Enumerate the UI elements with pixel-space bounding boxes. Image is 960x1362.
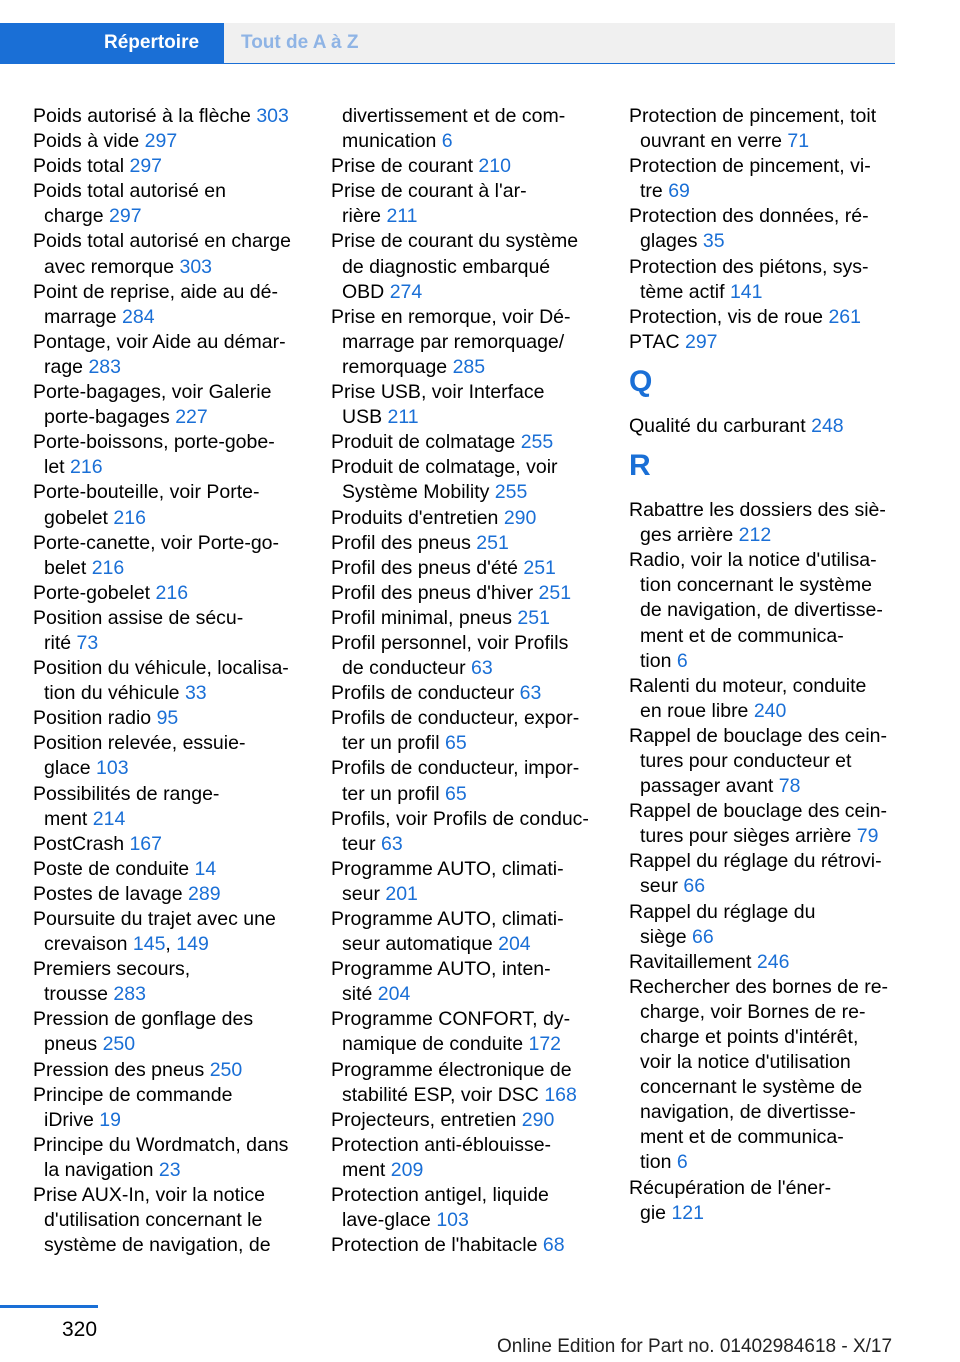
page-reference-link[interactable]: 251 xyxy=(523,556,556,579)
entry-text: Principe de commande xyxy=(33,1083,233,1106)
page-reference-link[interactable]: 211 xyxy=(386,205,418,228)
page-reference-link[interactable]: 209 xyxy=(390,1158,424,1181)
index-entry xyxy=(33,104,308,129)
entry-text: Programme AUTO, climati- xyxy=(331,857,564,880)
entry-text: Premiers secours, xyxy=(33,958,191,981)
page-reference-link[interactable]: 211 xyxy=(387,406,419,429)
page-reference-link[interactable]: 6 xyxy=(441,130,453,153)
page-reference-link[interactable]: 250 xyxy=(209,1058,243,1081)
page-reference-link[interactable]: 255 xyxy=(520,431,554,454)
page-reference-link[interactable]: 251 xyxy=(517,606,550,629)
page-reference-link[interactable]: 68 xyxy=(542,1234,565,1257)
page-number: 320 xyxy=(62,1318,98,1341)
page-reference-link[interactable]: 79 xyxy=(856,825,879,848)
entry-text: Porte-gobelet xyxy=(33,581,156,604)
entry-text: seur automatique xyxy=(342,933,499,956)
index-entry xyxy=(629,414,904,439)
page-reference-link[interactable]: 167 xyxy=(129,832,162,855)
page-reference-link[interactable]: 6 xyxy=(676,649,688,672)
index-entry xyxy=(331,1133,606,1183)
entry-text: Système Mobility xyxy=(342,481,495,504)
entry-text: gobelet xyxy=(44,506,114,529)
entry-text: PTAC xyxy=(629,330,685,353)
entry-text: Récupération de l'éner- xyxy=(629,1176,832,1199)
entry-text: Prise en remorque, voir Dé- xyxy=(331,305,571,328)
entry-text: stabilité ESP, voir DSC xyxy=(342,1083,545,1106)
index-entry xyxy=(331,606,606,631)
entry-text: rité xyxy=(44,631,77,654)
page-reference-link[interactable]: 210 xyxy=(478,155,511,178)
page-reference-link[interactable]: 65 xyxy=(444,782,467,805)
index-entry xyxy=(33,656,308,706)
page-reference-link[interactable]: 297 xyxy=(129,155,163,178)
index-entry xyxy=(629,799,904,849)
index-entry xyxy=(331,631,606,681)
entry-text: Profil des pneus d'hiver xyxy=(331,581,539,604)
entry-text: Poids total autorisé en charge xyxy=(33,230,291,253)
index-entry xyxy=(629,548,904,673)
entry-text: sité xyxy=(342,983,378,1006)
entry-text: ges arrière xyxy=(640,524,739,547)
entry-text: Position du véhicule, localisa- xyxy=(33,657,289,680)
entry-text: de diagnostic embarqué xyxy=(342,255,551,278)
entry-text: Protection des piétons, sys- xyxy=(629,255,869,278)
entry-text: charge et points d'intérêt, xyxy=(640,1026,859,1048)
page-reference-link[interactable]: 66 xyxy=(683,875,706,898)
entry-text: en roue libre xyxy=(640,699,754,722)
entry-text: tion concernant le système xyxy=(640,574,872,597)
index-entry xyxy=(629,1176,904,1226)
entry-text: concernant le système de xyxy=(640,1076,863,1099)
entry-text: siège xyxy=(640,925,693,948)
entry-text: seur xyxy=(640,875,684,898)
index-entry xyxy=(33,1133,308,1183)
page-reference-link[interactable]: 297 xyxy=(684,330,718,353)
entry-text: Prise de courant xyxy=(331,155,479,178)
index-entry xyxy=(33,957,308,1007)
page-reference-link[interactable]: 290 xyxy=(503,506,537,529)
entry-text: Qualité du carburant xyxy=(629,414,812,437)
page-reference-link[interactable]: 33 xyxy=(184,682,207,705)
page-reference-link[interactable]: 201 xyxy=(385,882,418,905)
page-reference-link[interactable]: 216 xyxy=(113,506,146,529)
page-reference-link[interactable]: 297 xyxy=(109,205,142,228)
page-reference-link[interactable]: 283 xyxy=(113,983,146,1006)
page-reference-link[interactable]: 290 xyxy=(521,1108,555,1131)
entry-text: Poids à vide xyxy=(33,130,145,153)
page-reference-link[interactable]: 71 xyxy=(787,130,810,153)
index-entry xyxy=(629,900,904,950)
page-reference-link[interactable]: 66 xyxy=(692,925,714,948)
index-entry xyxy=(331,907,606,957)
page-reference-link[interactable]: 227 xyxy=(175,406,208,429)
page-reference-link[interactable]: 303 xyxy=(179,255,213,278)
page-reference-link[interactable]: 141 xyxy=(729,280,763,303)
entry-text: ment xyxy=(44,807,93,830)
entry-text: Poursuite du trajet avec une xyxy=(33,908,276,930)
entry-text: PostCrash xyxy=(33,832,130,855)
entry-text: Protection de pincement, vi- xyxy=(629,155,871,178)
page-reference-link[interactable]: 274 xyxy=(389,280,423,303)
index-entry xyxy=(33,129,308,154)
entry-text: Programme AUTO, climati- xyxy=(331,908,564,930)
tab-repertoire[interactable]: Répertoire xyxy=(0,23,224,63)
entry-text: Protection de l'habitacle xyxy=(331,1234,543,1257)
page-reference-link[interactable]: 248 xyxy=(811,414,844,437)
entry-text: la navigation xyxy=(44,1158,159,1181)
page-reference-link[interactable]: 19 xyxy=(99,1108,121,1131)
index-entry xyxy=(33,1007,308,1057)
entry-text: Prise de courant à l'ar- xyxy=(331,180,527,203)
page-reference-link[interactable]: 73 xyxy=(76,631,99,654)
entry-text: rage xyxy=(44,355,89,378)
entry-text: tre xyxy=(640,180,669,203)
index-entry xyxy=(33,480,308,530)
index-entry xyxy=(629,674,904,724)
entry-text: Profils de conducteur, expor- xyxy=(331,707,580,730)
entry-text: Protection de pincement, toit xyxy=(629,105,877,127)
index-letter-heading: R xyxy=(629,449,651,483)
index-entry xyxy=(33,280,308,330)
entry-text: Rechercher des bornes de re- xyxy=(629,975,889,998)
page-reference-link[interactable]: 297 xyxy=(144,130,178,153)
entry-text: pneus xyxy=(44,1033,103,1056)
page-reference-link[interactable]: 216 xyxy=(70,456,103,479)
page-reference-link[interactable]: 204 xyxy=(498,933,531,956)
entry-text: munication xyxy=(342,130,442,153)
index-entry xyxy=(33,882,308,907)
entry-text: Rappel du réglage du xyxy=(629,900,816,923)
index-entry xyxy=(331,531,606,556)
index-entry xyxy=(33,1058,308,1083)
entry-text: Position radio xyxy=(33,707,157,730)
page-reference-link[interactable]: 65 xyxy=(444,732,467,755)
page-reference-link[interactable]: 214 xyxy=(92,807,126,830)
entry-text: OBD xyxy=(342,280,390,303)
entry-text: USB xyxy=(342,406,388,429)
entry-text: seur xyxy=(342,882,386,905)
entry-text: d'utilisation concernant le xyxy=(44,1209,263,1232)
entry-text: navigation, de divertisse- xyxy=(640,1101,856,1124)
index-entry xyxy=(331,807,606,857)
page-reference-link[interactable]: 284 xyxy=(122,305,155,328)
index-entry xyxy=(33,1083,308,1133)
entry-text: Profil des pneus xyxy=(331,531,477,554)
index-entry xyxy=(331,581,606,606)
entry-text: marrage xyxy=(44,305,123,328)
page-reference-link[interactable]: 145 xyxy=(132,933,166,956)
entry-text: Produit de colmatage, voir xyxy=(331,456,558,479)
page-reference-link[interactable]: 103 xyxy=(96,757,129,780)
entry-text: Protection, vis de roue xyxy=(629,305,829,328)
index-entry xyxy=(33,430,308,480)
page-number-rule xyxy=(0,1305,98,1308)
entry-text: passager avant xyxy=(640,775,779,798)
page-reference-link[interactable]: 95 xyxy=(156,707,179,730)
entry-text: Rabattre les dossiers des siè- xyxy=(629,499,886,522)
entry-text: tème actif xyxy=(640,280,730,303)
entry-text: voir la notice d'utilisation xyxy=(640,1051,851,1074)
page-reference-link[interactable]: 168 xyxy=(544,1083,577,1106)
page-reference-link[interactable]: 261 xyxy=(828,305,861,328)
entry-text: Possibilités de range- xyxy=(33,782,220,805)
entry-text: marrage par remorquage/ xyxy=(342,330,565,353)
entry-text: Rappel du réglage du rétrovi- xyxy=(629,850,882,873)
entry-text: ment et de communica- xyxy=(640,1126,844,1149)
index-entry xyxy=(331,556,606,581)
index-entry xyxy=(331,1058,606,1108)
page-reference-link[interactable]: 240 xyxy=(753,699,787,722)
page-reference-link[interactable]: 250 xyxy=(102,1033,136,1056)
entry-text: Profil minimal, pneus xyxy=(331,606,518,629)
index-entry xyxy=(331,1233,606,1258)
entry-text: belet xyxy=(44,556,92,579)
entry-text: Produits d'entretien xyxy=(331,506,504,529)
index-entry xyxy=(629,305,904,330)
entry-text: ter un profil xyxy=(342,732,445,755)
index-entry xyxy=(331,104,606,154)
entry-text: glace xyxy=(44,757,97,780)
index-entry xyxy=(331,681,606,706)
entry-text: teur xyxy=(342,832,382,855)
entry-text: de conducteur xyxy=(342,657,472,680)
index-entry xyxy=(33,330,308,380)
index-entry xyxy=(629,498,904,548)
entry-text: Programme CONFORT, dy- xyxy=(331,1008,571,1031)
entry-text: Ralenti du moteur, conduite xyxy=(629,674,867,697)
entry-text: ment xyxy=(342,1158,391,1181)
index-entry xyxy=(629,724,904,799)
page-reference-link[interactable]: 216 xyxy=(155,581,189,604)
entry-text: Programme AUTO, inten- xyxy=(331,958,551,981)
page-reference-link[interactable]: 63 xyxy=(471,657,493,680)
index-entry: Poursuite du trajet avec une crevaison 145, 149 xyxy=(33,908,276,956)
index-entry xyxy=(331,706,606,756)
entry-text: Produit de colmatage xyxy=(331,431,521,454)
index-column-3 xyxy=(629,104,904,1226)
index-entry xyxy=(331,179,606,229)
index-entry xyxy=(629,849,904,899)
page-reference-link[interactable]: 212 xyxy=(738,524,772,547)
index-letter-heading: Q xyxy=(629,364,653,398)
entry-text: tion xyxy=(640,649,677,672)
entry-text: ment et de communica- xyxy=(640,624,844,647)
page-reference-link[interactable]: 251 xyxy=(538,581,572,604)
page-reference-link[interactable]: 246 xyxy=(756,950,790,973)
index-entry xyxy=(33,857,308,882)
index-entry xyxy=(629,204,904,254)
page-reference-link[interactable]: 63 xyxy=(519,682,542,705)
entry-text: crevaison xyxy=(44,933,133,956)
index-entry xyxy=(33,229,308,279)
entry-text: Radio, voir la notice d'utilisa- xyxy=(629,549,877,572)
entry-text: Poids total xyxy=(33,155,130,178)
page-reference-link[interactable]: 23 xyxy=(158,1158,181,1181)
page-reference-link[interactable]: 204 xyxy=(377,983,411,1006)
index-entry xyxy=(331,1007,606,1057)
entry-text: let xyxy=(44,456,71,479)
entry-text: charge xyxy=(44,205,110,228)
page-reference-link[interactable]: 255 xyxy=(494,481,528,504)
index-entry xyxy=(331,455,606,505)
index-entry xyxy=(33,154,308,179)
entry-text: Point de reprise, aide au dé- xyxy=(33,280,278,303)
index-entry xyxy=(331,506,606,531)
entry-text: Profils, voir Profils de conduc- xyxy=(331,807,589,830)
entry-text: Pontage, voir Aide au démar- xyxy=(33,330,286,353)
index-entry xyxy=(331,305,606,380)
index-entry xyxy=(331,756,606,806)
page-reference-link[interactable]: 103 xyxy=(436,1209,469,1232)
entry-text: trousse xyxy=(44,983,114,1006)
page-reference-link[interactable]: 6 xyxy=(676,1151,688,1174)
page-reference-link[interactable]: 285 xyxy=(452,355,486,378)
entry-text: Principe du Wordmatch, dans xyxy=(33,1133,289,1156)
page-reference-link[interactable]: 121 xyxy=(671,1201,704,1224)
index-entry xyxy=(629,154,904,204)
entry-text: Porte-bouteille, voir Porte- xyxy=(33,481,260,504)
page-reference-link[interactable]: 283 xyxy=(88,355,121,378)
entry-text: Poids total autorisé en xyxy=(33,180,226,203)
entry-text: porte-bagages xyxy=(44,406,176,429)
index-entry xyxy=(331,1183,606,1233)
entry-text: Porte-boissons, porte-gobe- xyxy=(33,431,275,454)
page-reference-link[interactable]: 251 xyxy=(476,531,509,554)
page-reference-link[interactable]: 289 xyxy=(188,882,221,905)
entry-text: avec remorque xyxy=(44,255,180,278)
entry-text: Rappel de bouclage des cein- xyxy=(629,800,888,823)
tab-tout-de-a-a-z[interactable]: Tout de A à Z xyxy=(241,32,359,53)
entry-text: ter un profil xyxy=(342,782,445,805)
index-entry xyxy=(629,104,904,154)
entry-text: Profil des pneus d'été xyxy=(331,556,524,579)
footer-edition: Online Edition for Part no. 01402984618 - X/17 xyxy=(497,1336,893,1357)
entry-text: Protection antigel, liquide xyxy=(331,1184,549,1207)
entry-text: Profils de conducteur xyxy=(331,682,520,705)
entry-text: gie xyxy=(640,1201,672,1224)
index-entry xyxy=(331,380,606,430)
page-reference-link[interactable]: 35 xyxy=(702,230,725,253)
entry-text: rière xyxy=(342,205,387,228)
entry-text: Postes de lavage xyxy=(33,882,189,905)
page-reference-link[interactable]: 14 xyxy=(194,857,217,880)
page-reference-link[interactable]: 78 xyxy=(778,775,801,798)
index-entry xyxy=(331,229,606,304)
entry-text: tures pour sièges arrière xyxy=(640,825,857,848)
entry-text: Porte-bagages, voir Galerie xyxy=(33,381,272,404)
entry-text: Prise de courant du système xyxy=(331,230,579,253)
entry-text: Position assise de sécu- xyxy=(33,606,244,629)
index-entry xyxy=(629,975,904,1176)
entry-text: Programme électronique de xyxy=(331,1058,572,1081)
entry-text: système de navigation, de xyxy=(44,1234,271,1257)
entry-text: Profil personnel, voir Profils xyxy=(331,631,569,654)
entry-text: tion du véhicule xyxy=(44,682,185,705)
index-entry xyxy=(33,380,308,430)
index-entry xyxy=(33,706,308,731)
entry-text: Prise AUX-In, voir la notice xyxy=(33,1184,265,1207)
index-entry xyxy=(33,606,308,656)
page-reference-link[interactable]: 172 xyxy=(528,1033,562,1056)
entry-text: Prise USB, voir Interface xyxy=(331,381,545,404)
entry-text: Protection anti-éblouisse- xyxy=(331,1133,552,1156)
entry-text: Pression de gonflage des xyxy=(33,1008,254,1031)
index-entry xyxy=(33,832,308,857)
entry-text: Pression des pneus xyxy=(33,1058,210,1081)
page-reference-link[interactable]: 63 xyxy=(381,832,403,855)
page-reference-link[interactable]: 216 xyxy=(91,556,125,579)
index-entry xyxy=(33,731,308,781)
index-entry xyxy=(33,782,308,832)
index-entry xyxy=(33,581,308,606)
index-entry xyxy=(331,857,606,907)
index-entry xyxy=(629,950,904,975)
entry-text: Profils de conducteur, impor- xyxy=(331,757,580,780)
entry-text: remorquage xyxy=(342,355,453,378)
index-entry xyxy=(331,1108,606,1133)
index-entry xyxy=(331,957,606,1007)
index-column-2 xyxy=(331,104,606,1258)
page-reference-link[interactable]: 69 xyxy=(668,180,690,203)
index-entry xyxy=(33,1183,308,1258)
entry-text: tures pour conducteur et xyxy=(640,749,852,772)
entry-text: lave-glace xyxy=(342,1209,437,1232)
index-entry xyxy=(629,255,904,305)
index-column-1 xyxy=(33,104,308,1258)
entry-text: iDrive xyxy=(44,1108,100,1131)
entry-text: Poids autorisé à la flèche xyxy=(33,105,257,127)
entry-text: Rappel de bouclage des cein- xyxy=(629,724,888,747)
index-entry xyxy=(33,179,308,229)
entry-text: tion xyxy=(640,1151,677,1174)
page-reference-link[interactable]: 149 xyxy=(176,933,209,956)
index-entry xyxy=(331,430,606,455)
entry-text: glages xyxy=(640,230,703,253)
header-tab-bar xyxy=(0,23,895,64)
entry-text: namique de conduite xyxy=(342,1033,529,1056)
index-entry xyxy=(33,531,308,581)
index-entry xyxy=(629,330,904,355)
entry-text: Position relevée, essuie- xyxy=(33,732,246,755)
entry-text: Ravitaillement xyxy=(629,950,757,973)
entry-text: Projecteurs, entretien xyxy=(331,1108,522,1131)
entry-text: Poste de conduite xyxy=(33,857,195,880)
entry-text: de navigation, de divertisse- xyxy=(640,599,883,622)
entry-text: Protection des données, ré- xyxy=(629,205,869,228)
entry-text: divertissement et de com- xyxy=(342,105,566,127)
entry-text: charge, voir Bornes de re- xyxy=(640,1000,866,1023)
index-entry xyxy=(331,154,606,179)
entry-text: ouvrant en verre xyxy=(640,130,788,153)
page-reference-link[interactable]: 303 xyxy=(256,105,289,127)
entry-text: Porte-canette, voir Porte-go- xyxy=(33,531,280,554)
